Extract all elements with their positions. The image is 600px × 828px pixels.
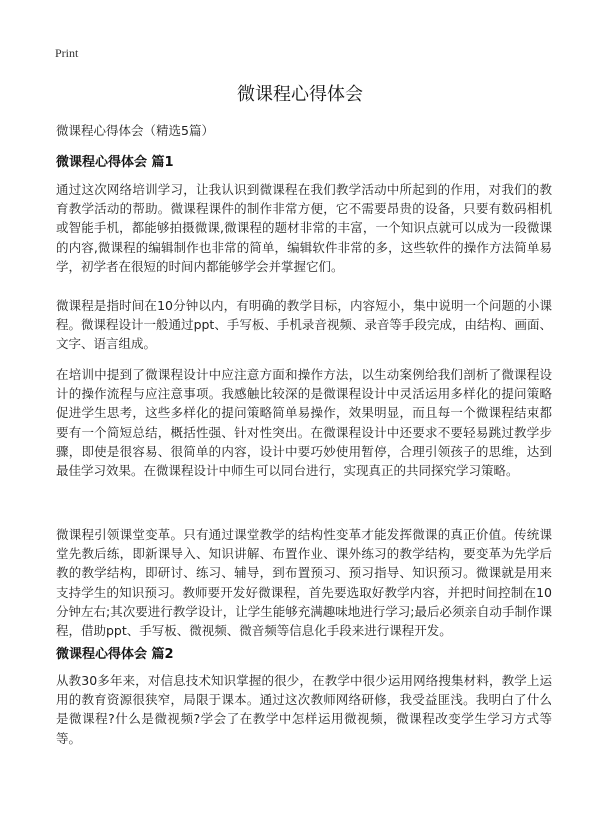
paragraph: 微课程是指时间在10分钟以内，有明确的教学目标，内容短小，集中说明一个问题的小课程。微课程设计一般通过ppt、手写板、手机录音视频、录音等手段完成，由结构、画面、文字、语言组成。 [56,298,552,352]
document-subtitle: 微课程心得体会（精选5篇） [56,123,214,138]
paragraph: 微课程引领课堂变革。只有通过课堂教学的结构性变革才能发挥微课的真正价值。传统课堂先教后练，即新课导入、知识讲解、布置作业、课外练习的教学结构，要变革为先学后教的教学结构，即研讨、练习、辅导，到布置预习、预习指导、知识预习。微课就是用来支持学生的知识预习。教师要开发好微课程，首先要选取好教学内容，并把时间控制在10分钟左右;其次要进行教学设计，让学生能够充满趣味地进行学习;最后必须亲自动手制作课程，借助ppt、手写板、微视频、微音频等信息化手段来进行课程开发。 [56,527,552,639]
paragraph: 通过这次网络培训学习，让我认识到微课程在我们教学活动中所起到的作用，对我们的教育教学活动的帮助。微课程课件的制作非常方便，它不需要昂贵的设备，只要有数码相机或智能手机，都能够拍摄微课,微课程的题材非常的丰富，一个知识点就可以成为一段微课的内容,微课程的编辑制作也非常的简单，编辑软件非常的多，这些软件的操作方法简单易学，初学者在很短的时间内都能够学会并掌握它们。 [56,182,552,274]
page-title: 微课程心得体会 [237,84,363,105]
print-link[interactable]: Print [55,46,79,60]
paragraph: 在培训中提到了微课程设计中应注意方面和操作方法，以生动案例给我们剖析了微课程设计的操作流程与应注意事项。我感触比较深的是微课程设计中灵活运用多样化的提问策略促进学生思考，这些多样化的提问策略简单易操作，效果明显，而且每一个微课程结束都要有一个简短总结，概括性强、针对性突出。在微课程设计中还要求不要轻易跳过教学步骤，即使是很容易、很简单的内容，设计中要巧妙使用暂停，合理引领孩子的思维，达到最佳学习效果。在微课程设计中师生可以同台进行，实现真正的共同探究学习策略。 [56,367,552,479]
section-heading: 微课程心得体会 篇2 [56,647,174,662]
section-heading: 微课程心得体会 篇1 [56,155,174,170]
paragraph: 从教30多年来，对信息技术知识掌握的很少，在教学中很少运用网络搜集材料，教学上运用的教育资源很狭窄，局限于课本。通过这次教师网络研修，我受益匪浅。我明白了什么是微课程?什么是微视频?学会了在教学中怎样运用微视频，微课程改变学生学习方式等等。 [56,673,552,746]
